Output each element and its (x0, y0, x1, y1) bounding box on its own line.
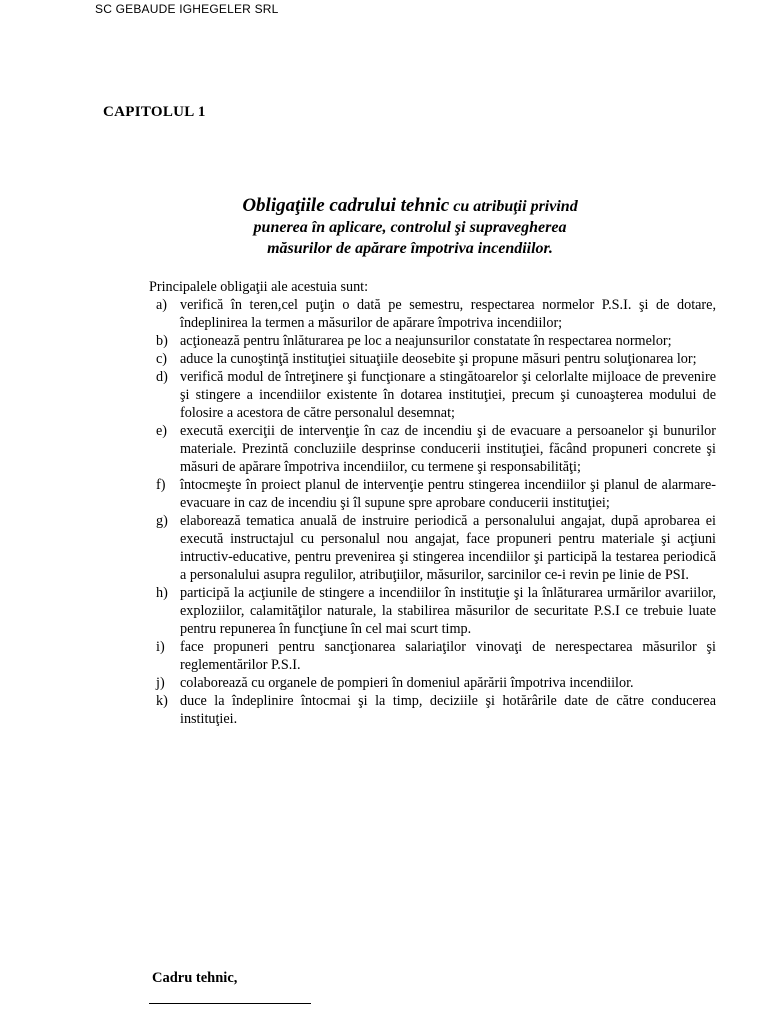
obligation-text: colaborează cu organele de pompieri în domeniul apărării împotriva incendiilor. (180, 675, 634, 691)
obligation-marker: e) (156, 423, 168, 439)
obligation-item (156, 368, 716, 422)
obligation-text: verifică în teren,cel puţin o dată pe semestru, respectarea normelor P.S.I. şi de dotare, îndeplinirea la termen a măsurilor de apărare împotriva incendiilor; (180, 297, 716, 331)
obligation-marker: h) (156, 585, 168, 601)
obligation-item (156, 296, 716, 332)
obligation-item (156, 584, 716, 638)
obligation-item (156, 674, 716, 692)
obligation-marker: f) (156, 477, 166, 493)
obligations-list (156, 296, 716, 728)
obligation-marker: i) (156, 639, 165, 655)
obligation-marker: g) (156, 513, 168, 529)
obligation-marker: c) (156, 351, 168, 367)
obligation-marker: j) (156, 675, 165, 691)
title-line-1 (180, 195, 640, 217)
signature-line (149, 1003, 311, 1004)
obligation-text: face propuneri pentru sancţionarea salariaţilor vinovaţi de nerespectarea măsurilor şi reglementărilor P.S.I. (180, 639, 716, 673)
obligation-text: elaborează tematica anuală de instruire periodică a personalului angajat, după aprobarea ei execută instructajul cu personalul nou angajat, face propuneri pentru materiale şi acţiuni intructiv-educative, pentru prevenirea şi stingerea incendiilor şi participă la testarea periodică a personalului asupra regulilor, atribuţiilor, măsurilor, sarcinilor ce-i revin pe linie de PSI. (180, 513, 716, 583)
title-main: Obligaţiile cadrului tehnic (242, 195, 450, 216)
obligation-text: duce la îndeplinire întocmai şi la timp, deciziile şi hotărârile date de către conducerea instituţiei. (180, 693, 716, 727)
title-line-2: punerea în aplicare, controlul şi supravegherea (253, 219, 567, 236)
obligation-item (156, 692, 716, 728)
obligation-marker: a) (156, 297, 168, 313)
obligation-text: verifică modul de întreţinere şi funcţionare a stingătoarelor şi celorlalte mijloace de prevenire şi stingere a incendiilor existente în dotarea instituţiei, precum şi cunoaşterea modului de folosire a acestora de către personalul desemnat; (180, 369, 716, 421)
obligation-marker: b) (156, 333, 168, 349)
intro-text: Principalele obligaţii ale acestuia sunt: (149, 279, 369, 295)
obligation-item (156, 638, 716, 674)
obligation-item (156, 422, 716, 476)
title-line-3: măsurilor de apărare împotriva incendiilor. (267, 240, 553, 257)
obligation-item (156, 512, 716, 584)
obligation-text: execută exerciţii de intervenţie în caz de incendiu şi de evacuare a persoanelor şi bunurilor materiale. Prezintă concluziile desprinse conducerii instituţiei, făcând propuneri concrete şi măsuri de apărare împotriva incendiilor, cu termene şi responsabilităţi; (180, 423, 716, 475)
title-continuation: cu atribuţii privind (449, 198, 578, 215)
obligation-text: întocmeşte în proiect planul de intervenţie pentru stingerea incendiilor şi planul de alarmare-evacuare in caz de incendiu şi îl supune spre aprobare conducerii instituţiei; (180, 477, 716, 511)
obligation-item (156, 332, 716, 350)
chapter-heading: CAPITOLUL 1 (103, 104, 206, 120)
obligation-text: participă la acţiunile de stingere a incendiilor în instituţie şi la înlăturarea urmărilor avariilor, exploziilor, calamităţilor naturale, la stabilirea măsurilor de securitate P.S.I ce trebuie luate pentru repunerea în funcţiune în cel mai scurt timp. (180, 585, 716, 637)
signature-label: Cadru tehnic, (152, 970, 238, 986)
obligation-item (156, 476, 716, 512)
obligation-marker: k) (156, 693, 168, 709)
obligation-item (156, 350, 716, 368)
document-title (180, 195, 640, 259)
obligation-text: acţionează pentru înlăturarea pe loc a neajunsurilor constatate în respectarea normelor; (180, 333, 672, 349)
obligation-marker: d) (156, 369, 168, 385)
obligation-text: aduce la cunoştinţă instituţiei situaţiile deosebite şi propune măsuri pentru soluţionarea lor; (180, 351, 697, 367)
company-header: SC GEBAUDE IGHEGELER SRL (95, 2, 279, 16)
